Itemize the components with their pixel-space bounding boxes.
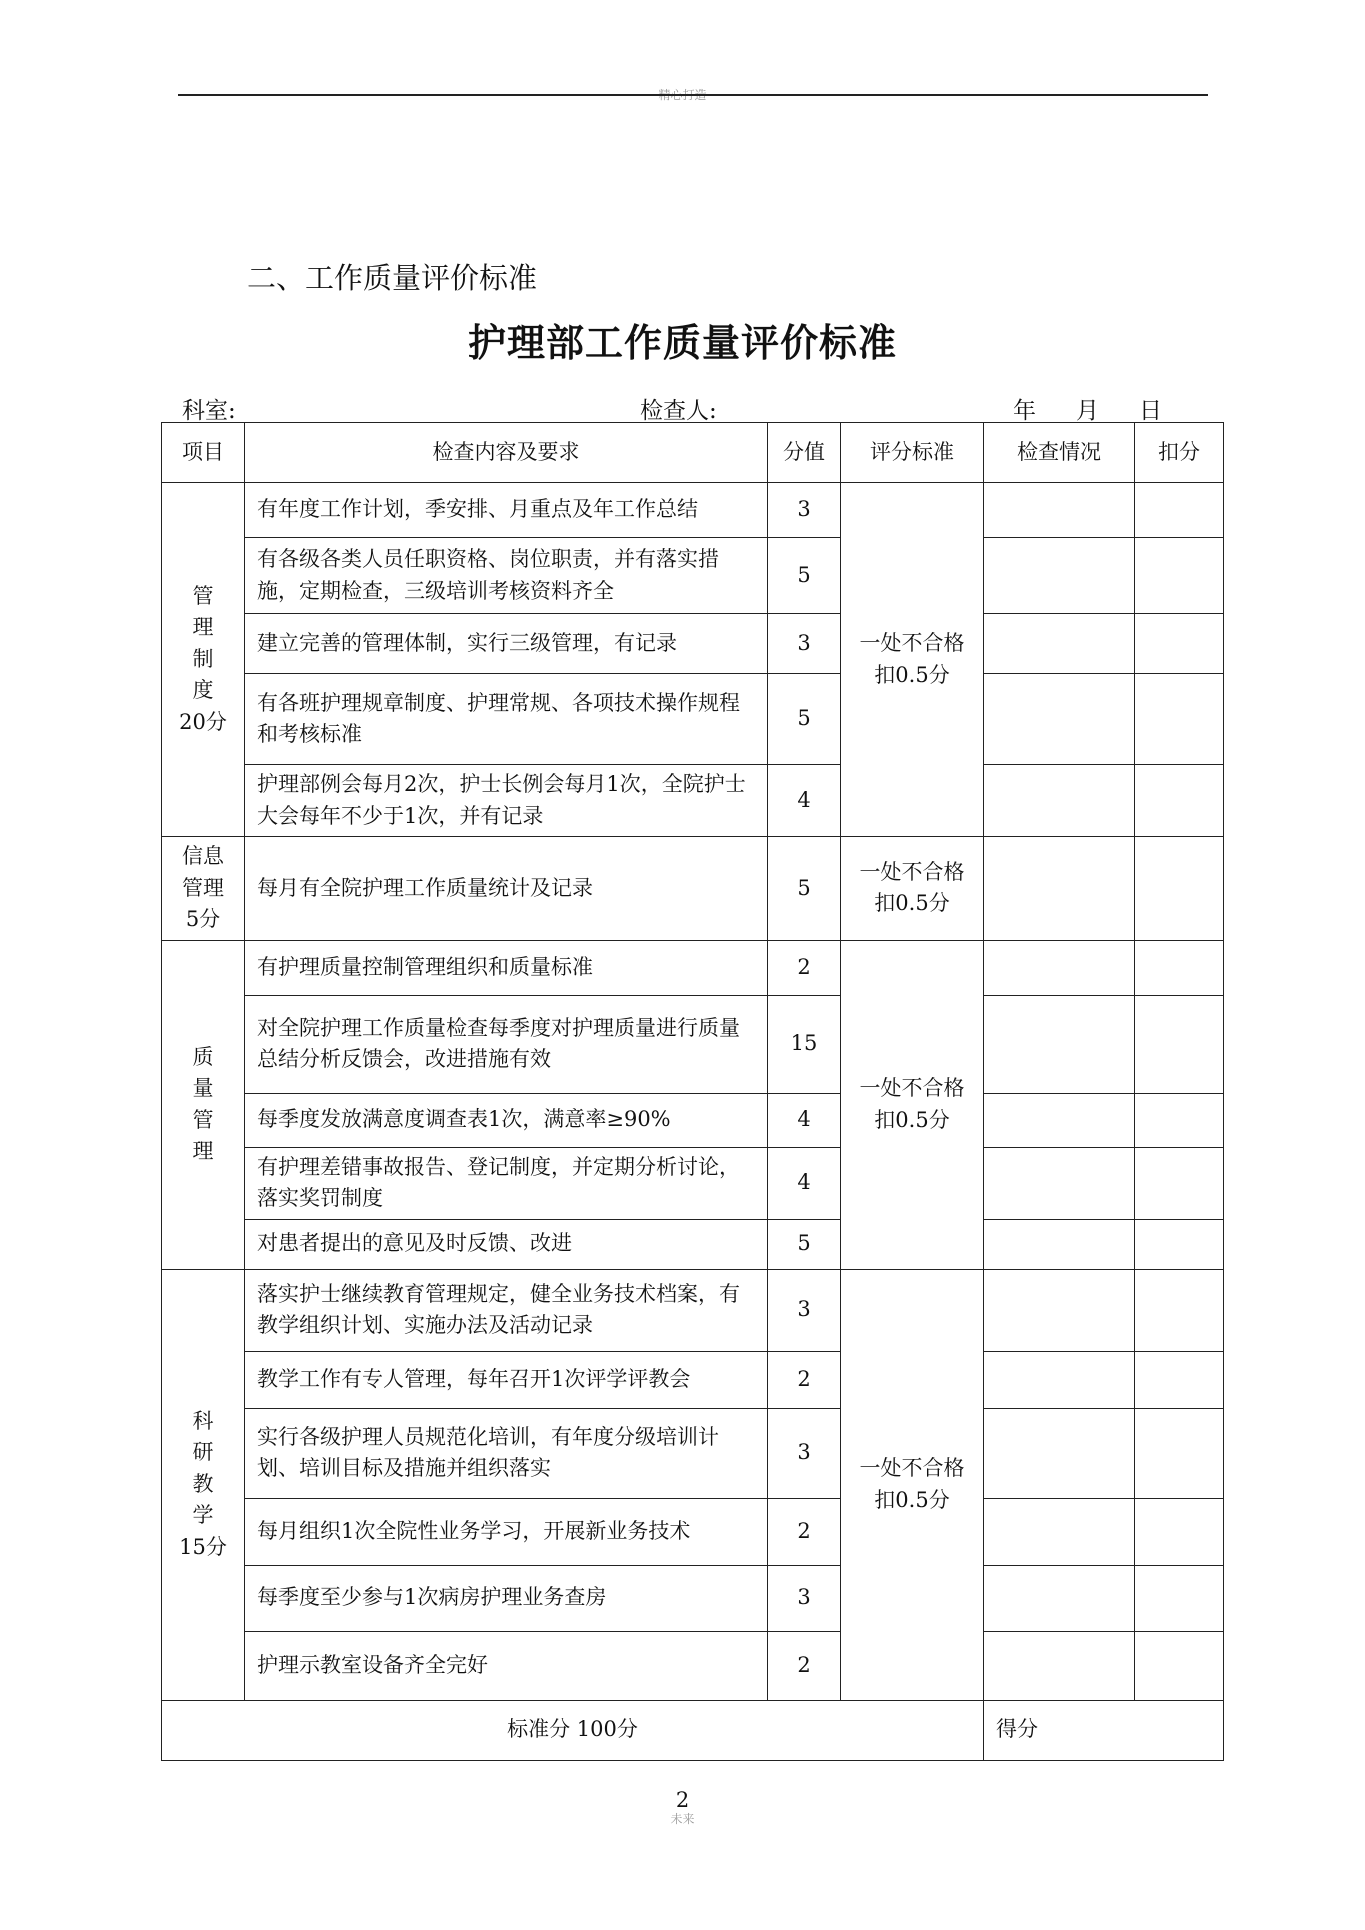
deduction-cell[interactable] [1135,995,1224,1093]
score-cell: 5 [768,674,841,765]
deduction-cell[interactable] [1135,1351,1224,1408]
category-score: 15分 [179,1534,227,1559]
inspection-cell[interactable] [984,1565,1135,1631]
col-header-item: 项目 [162,423,245,483]
inspection-cell[interactable] [984,538,1135,614]
score-cell: 15 [768,995,841,1093]
category-cell: 质 量 管 理 [162,940,245,1269]
inspection-cell[interactable] [984,995,1135,1093]
category-score: 20分 [179,709,227,734]
criterion-cell: 一处不合格扣0.5分 [841,483,984,837]
score-cell: 4 [768,1093,841,1147]
table-row [162,837,1224,941]
date-field [1013,392,1162,425]
category-score: 5分 [185,907,221,931]
deduction-cell[interactable] [1135,1631,1224,1700]
content-cell: 护理示教室设备齐全完好 [245,1631,768,1700]
header-rule [178,94,1208,96]
day-label: 日 [1139,398,1162,424]
content-cell: 对患者提出的意见及时反馈、改进 [245,1219,768,1269]
page-number: 2 [675,1788,690,1812]
header-watermark: 精心打造 [658,88,707,102]
score-cell: 5 [768,538,841,614]
deduction-cell[interactable] [1135,1219,1224,1269]
score-cell: 3 [768,1408,841,1498]
content-cell: 有年度工作计划，季安排、月重点及年工作总结 [245,483,768,538]
deduction-cell[interactable] [1135,1093,1224,1147]
inspection-cell[interactable] [984,837,1135,941]
table-row [162,940,1224,995]
content-cell: 每月有全院护理工作质量统计及记录 [245,837,768,941]
score-cell: 2 [768,1631,841,1700]
content-cell: 每月组织1次全院性业务学习，开展新业务技术 [245,1498,768,1565]
inspection-cell[interactable] [984,1093,1135,1147]
table-row [162,995,1224,1093]
table-row [162,674,1224,765]
inspector-label: 检查人: [640,398,717,424]
score-cell: 5 [768,1219,841,1269]
content-cell: 护理部例会每月2次，护士长例会每月1次，全院护士大会每年不少于1次，并有记录 [245,765,768,837]
deduction-cell[interactable] [1135,765,1224,837]
table-row [162,1351,1224,1408]
deduction-cell[interactable] [1135,538,1224,614]
deduction-cell[interactable] [1135,1498,1224,1565]
inspection-cell[interactable] [984,1219,1135,1269]
evaluation-table [161,422,1224,1761]
deduction-cell[interactable] [1135,483,1224,538]
table-row [162,538,1224,614]
score-cell: 5 [768,837,841,941]
table-footer-row [162,1700,1224,1760]
table-row [162,1093,1224,1147]
standard-total: 标准分 100分 [162,1700,984,1760]
content-cell: 实行各级护理人员规范化培训，有年度分级培训计划、培训目标及措施并组织落实 [245,1408,768,1498]
deduction-cell[interactable] [1135,674,1224,765]
year-label: 年 [1013,398,1036,424]
table-row [162,1498,1224,1565]
inspection-cell[interactable] [984,940,1135,995]
score-cell: 3 [768,483,841,538]
month-label: 月 [1076,398,1099,424]
score-cell: 2 [768,940,841,995]
table-row [162,1147,1224,1219]
content-cell: 有各级各类人员任职资格、岗位职责，并有落实措施，定期检查，三级培训考核资料齐全 [245,538,768,614]
content-cell: 每季度发放满意度调查表1次，满意率≥90% [245,1093,768,1147]
category-cell: 信息 管理 5分 [162,837,245,941]
col-header-deduction: 扣分 [1135,423,1224,483]
col-header-content: 检查内容及要求 [245,423,768,483]
inspection-cell[interactable] [984,483,1135,538]
col-header-inspection: 检查情况 [984,423,1135,483]
deduction-cell[interactable] [1135,1269,1224,1351]
criterion-cell: 一处不合格扣0.5分 [841,1269,984,1700]
category-cell: 管 理 制 度 20分 [162,483,245,837]
score-cell: 3 [768,1565,841,1631]
content-cell: 落实护士继续教育管理规定，健全业务技术档案，有教学组织计划、实施办法及活动记录 [245,1269,768,1351]
table-row [162,614,1224,674]
inspection-cell[interactable] [984,614,1135,674]
score-cell: 2 [768,1498,841,1565]
table-row [162,1269,1224,1351]
score-cell: 2 [768,1351,841,1408]
deduction-cell[interactable] [1135,940,1224,995]
col-header-score: 分值 [768,423,841,483]
table-row [162,1631,1224,1700]
score-cell: 4 [768,765,841,837]
table-row [162,483,1224,538]
inspection-cell[interactable] [984,1498,1135,1565]
criterion-cell: 一处不合格扣0.5分 [841,940,984,1269]
inspection-cell[interactable] [984,1351,1135,1408]
inspection-cell[interactable] [984,674,1135,765]
criterion-cell: 一处不合格扣0.5分 [841,837,984,941]
department-label: 科室: [182,398,236,424]
inspection-cell[interactable] [984,1147,1135,1219]
deduction-cell[interactable] [1135,1408,1224,1498]
table-row [162,1565,1224,1631]
obtained-score-label[interactable]: 得分 [984,1700,1224,1760]
content-cell: 教学工作有专人管理，每年召开1次评学评教会 [245,1351,768,1408]
score-cell: 3 [768,614,841,674]
content-cell: 每季度至少参与1次病房护理业务查房 [245,1565,768,1631]
table-row [162,1219,1224,1269]
footer-watermark: 未来 [670,1812,695,1826]
document-title: 护理部工作质量评价标准 [467,320,897,365]
col-header-criterion: 评分标准 [841,423,984,483]
table-row [162,1408,1224,1498]
inspection-cell[interactable] [984,1269,1135,1351]
content-cell: 建立完善的管理体制，实行三级管理，有记录 [245,614,768,674]
table-header-row [162,423,1224,483]
table-row [162,765,1224,837]
inspection-cell[interactable] [984,1408,1135,1498]
deduction-cell[interactable] [1135,614,1224,674]
deduction-cell[interactable] [1135,837,1224,941]
score-cell: 4 [768,1147,841,1219]
deduction-cell[interactable] [1135,1147,1224,1219]
deduction-cell[interactable] [1135,1565,1224,1631]
content-cell: 有护理差错事故报告、登记制度，并定期分析讨论，落实奖罚制度 [245,1147,768,1219]
inspection-cell[interactable] [984,1631,1135,1700]
category-cell: 科 研 教 学 15分 [162,1269,245,1700]
content-cell: 有护理质量控制管理组织和质量标准 [245,940,768,995]
score-cell: 3 [768,1269,841,1351]
content-cell: 对全院护理工作质量检查每季度对护理质量进行质量总结分析反馈会，改进措施有效 [245,995,768,1093]
section-heading: 二、工作质量评价标准 [247,261,538,295]
content-cell: 有各班护理规章制度、护理常规、各项技术操作规程和考核标准 [245,674,768,765]
inspection-cell[interactable] [984,765,1135,837]
